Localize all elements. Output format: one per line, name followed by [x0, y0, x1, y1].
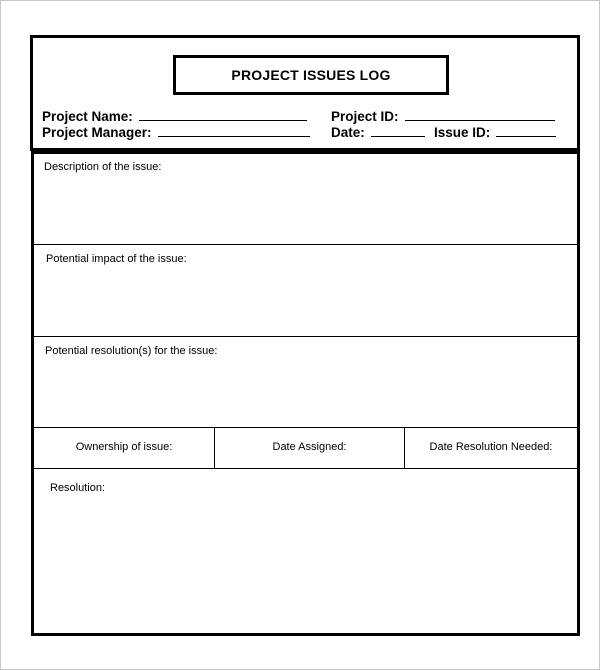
- project-manager-field[interactable]: [42, 124, 310, 141]
- project-id-label: Project ID:: [331, 109, 399, 124]
- description-label: Description of the issue:: [44, 161, 162, 173]
- assignment-row: [34, 428, 577, 469]
- header-box: [30, 35, 580, 151]
- project-name-blank[interactable]: [139, 108, 307, 121]
- resolution-section[interactable]: [34, 469, 577, 633]
- project-name-label: Project Name:: [42, 109, 133, 124]
- date-field[interactable]: [331, 124, 425, 141]
- impact-section[interactable]: [34, 245, 577, 337]
- project-id-field[interactable]: [331, 108, 555, 125]
- description-section[interactable]: [34, 154, 577, 245]
- date-label: Date:: [331, 125, 365, 140]
- date-blank[interactable]: [371, 124, 425, 137]
- resolutions-section[interactable]: [34, 337, 577, 428]
- resolution-label: Resolution:: [50, 482, 106, 494]
- ownership-cell[interactable]: [34, 428, 215, 468]
- issue-id-blank[interactable]: [496, 124, 556, 137]
- issue-form: [31, 151, 580, 636]
- issue-id-field[interactable]: [434, 124, 556, 141]
- date-assigned-cell[interactable]: [215, 428, 405, 468]
- page-title-text: PROJECT ISSUES LOG: [231, 67, 391, 83]
- project-id-blank[interactable]: [405, 108, 555, 121]
- date-resolution-needed-label: Date Resolution Needed:: [429, 441, 553, 453]
- issue-id-label: Issue ID:: [434, 125, 491, 140]
- project-manager-blank[interactable]: [158, 124, 310, 137]
- impact-label: Potential impact of the issue:: [46, 253, 187, 265]
- date-resolution-needed-cell[interactable]: [405, 428, 577, 468]
- date-assigned-label: Date Assigned:: [272, 441, 347, 453]
- project-manager-label: Project Manager:: [42, 125, 152, 140]
- ownership-label: Ownership of issue:: [75, 441, 173, 453]
- resolutions-label: Potential resolution(s) for the issue:: [45, 345, 218, 357]
- project-name-field[interactable]: [42, 108, 307, 125]
- page-title: [173, 55, 449, 95]
